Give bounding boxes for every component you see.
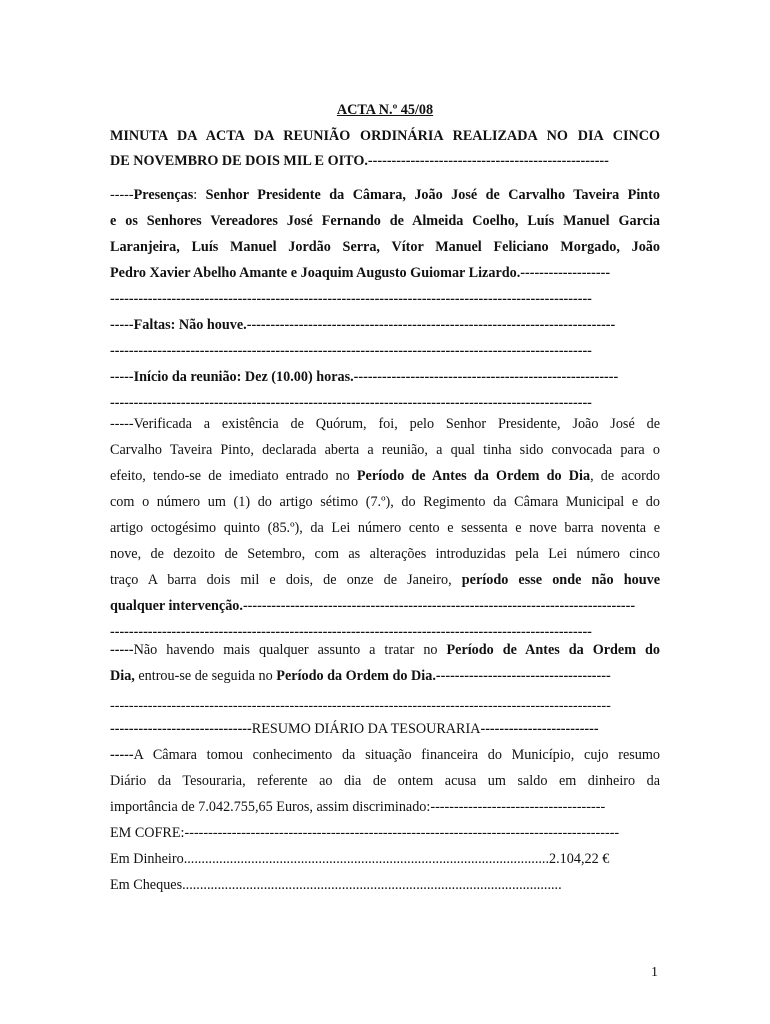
text-line (110, 152, 660, 170)
text-line (110, 264, 660, 282)
text-run: -----Início da reunião: Dez (10.00) horas. (110, 369, 354, 385)
text-run: ------------------------------------------------------------------------------------------------------ (110, 624, 592, 640)
text-run: Dia, (110, 668, 135, 684)
text-run: Período de Antes da Ordem do Dia (356, 468, 591, 484)
text-run: -----Faltas: Não houve. (110, 317, 247, 333)
text-line (110, 798, 660, 816)
text-run: A Câmara tomou conhecimento da situação financeira do Município, cujo resumo (133, 747, 660, 763)
text-run: Em Cheques (110, 877, 183, 893)
text-run: -------------------------------------------------------- (353, 369, 619, 385)
text-line (110, 824, 660, 842)
text-run: ----------------------------------------------------------------------------------- (242, 598, 636, 614)
text-run: ----- (110, 187, 134, 203)
text-line (110, 697, 660, 715)
text-line (110, 342, 660, 360)
text-line (110, 623, 660, 641)
text-run: com o número um (1) do artigo sétimo (7.º), do Regimento da Câmara Municipal e do (110, 494, 660, 510)
text-line (110, 290, 660, 308)
text-line (110, 467, 660, 485)
page-number: 1 (651, 965, 658, 980)
text-run: período esse onde não houve (461, 572, 660, 588)
text-run: -------------------------------------------------------------------------------------------- (184, 825, 620, 841)
text-run: Presenças (133, 187, 194, 203)
text-run: MINUTA DA ACTA DA REUNIÃO ORDINÁRIA REALIZADA NO DIA CINCO (110, 128, 660, 144)
text-run: ----- (110, 747, 134, 763)
text-run: , de acordo (590, 468, 660, 484)
text-run: Diário da Tesouraria, referente ao dia de ontem acusa um saldo em dinheiro da (110, 773, 660, 789)
text-run: artigo octogésimo quinto (85.º), da Lei número cento e sessenta e nove barra noventa e (110, 520, 660, 536)
text-run: Período de Antes da Ordem do (446, 642, 660, 658)
text-run: qualquer intervenção. (110, 598, 243, 614)
text-line (110, 394, 660, 412)
text-run: efeito, tendo-se de imediato entrado no (110, 468, 357, 484)
text-line (110, 493, 660, 511)
text-run: entrou-se de seguida no (134, 668, 277, 684)
text-run: Período da Ordem do Dia. (276, 668, 436, 684)
text-run: -----Verificada a existência de Quórum, foi, pelo Senhor Presidente, João José de (110, 416, 660, 432)
text-run: traço A barra dois mil e dois, de onze de Janeiro, (110, 572, 462, 588)
text-run: 2.104,22 € (549, 851, 610, 867)
text-run: ---------------------------------------------------------------------------------------------------------- (110, 698, 611, 714)
text-run: Senhor Presidente da Câmara, João José de Carvalho Taveira Pinto (205, 187, 660, 203)
text-run: RESUMO DIÁRIO DA TESOURARIA (251, 721, 481, 737)
text-line (110, 212, 660, 230)
text-line (110, 720, 660, 738)
text-line (110, 876, 660, 894)
text-run: importância de 7.042.755,65 Euros, assim discriminado: (110, 799, 431, 815)
text-line (110, 368, 660, 386)
text-run: ------------------------------------------------------------------------------------------------------ (110, 343, 592, 359)
text-line (110, 519, 660, 537)
text-run: Em Dinheiro (110, 851, 184, 867)
text-run: ------------------------------------- (435, 668, 611, 684)
text-run: ------------------------------------- (430, 799, 606, 815)
text-line (110, 641, 660, 659)
text-run: ------------------------------------------------------------------------------ (246, 317, 616, 333)
text-run: e os Senhores Vereadores José Fernando de Almeida Coelho, Luís Manuel Garcia (110, 213, 660, 229)
text-run: ------------------------- (480, 721, 599, 737)
text-run: : (193, 187, 206, 203)
text-line (110, 667, 660, 685)
text-run: DE NOVEMBRO DE DOIS MIL E OITO. (110, 153, 368, 169)
text-run: Carvalho Taveira Pinto, declarada aberta a reunião, a qual tinha sido convocada para o (110, 442, 660, 458)
text-line (110, 746, 660, 764)
text-run: nove, de dezoito de Setembro, com as alterações introduzidas pela Lei número cinco (110, 546, 660, 562)
text-run: ........................................................................................................... (182, 877, 562, 893)
text-run: ------------------- (520, 265, 611, 281)
text-run: Laranjeira, Luís Manuel Jordão Serra, Vítor Manuel Feliciano Morgado, João (110, 239, 660, 255)
text-run: EM COFRE: (110, 825, 185, 841)
text-run: ------------------------------------------------------------------------------------------------------ (110, 395, 592, 411)
text-run: ------------------------------ (110, 721, 252, 737)
text-line (110, 238, 660, 256)
text-line (110, 850, 660, 868)
text-run: --------------------------------------------------- (367, 153, 609, 169)
text-run: ------------------------------------------------------------------------------------------------------ (110, 291, 592, 307)
text-line (110, 127, 660, 145)
page-title: ACTA N.º 45/08 (336, 102, 434, 118)
text-line (110, 441, 660, 459)
text-line (110, 597, 660, 615)
text-line (110, 772, 660, 790)
text-run: ----- (110, 642, 134, 658)
text-run: Pedro Xavier Abelho Amante e Joaquim Augusto Guiomar Lizardo. (110, 265, 521, 281)
text-line (110, 415, 660, 433)
text-run: Não havendo mais qualquer assunto a tratar no (133, 642, 447, 658)
text-line (110, 545, 660, 563)
text-line (110, 571, 660, 589)
text-line (110, 316, 660, 334)
text-line (110, 186, 660, 204)
text-run: ....................................................................................................... (183, 851, 550, 867)
